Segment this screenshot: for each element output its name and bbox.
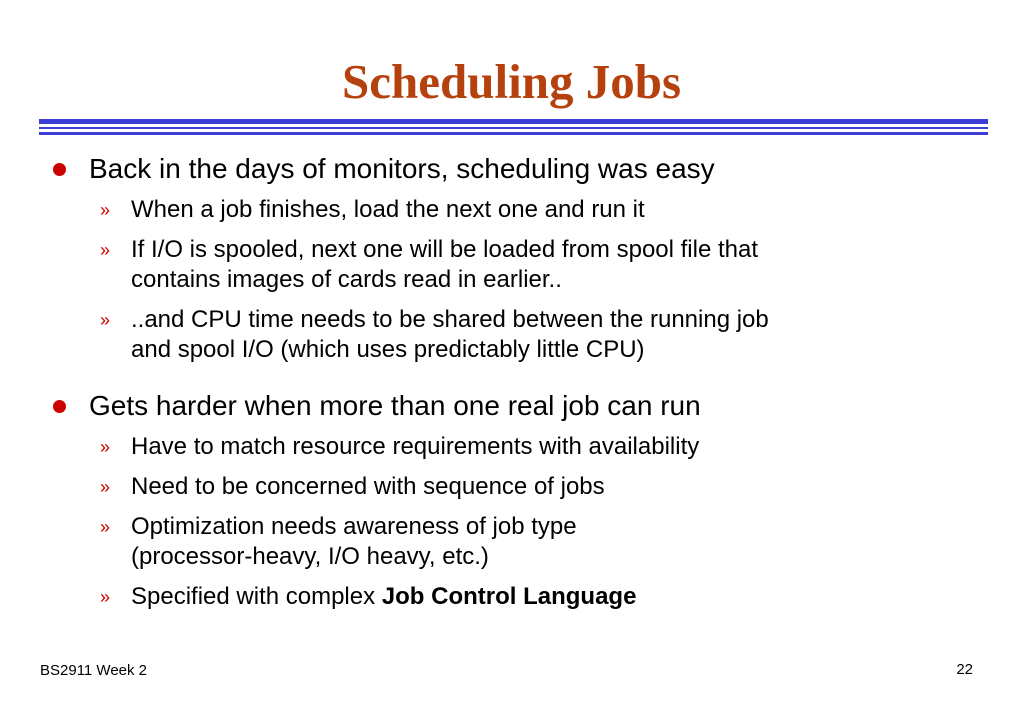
page-number: 22 [956, 661, 973, 678]
bullet-text: (processor-heavy, I/O heavy, etc.) [131, 543, 489, 570]
bullet-text: Have to match resource requirements with availability [131, 433, 700, 460]
bullet-dot-icon [53, 400, 66, 413]
chevron-bullet-icon: » [100, 240, 111, 260]
title-rule-thin [39, 127, 988, 129]
bullet-text: Need to be concerned with sequence of jobs [131, 473, 605, 500]
bullet-text: and spool I/O (which uses predictably little CPU) [131, 336, 645, 363]
chevron-bullet-icon: » [100, 200, 111, 220]
bullet-dot-icon [53, 163, 66, 176]
bullet-text-bold: Job Control Language [381, 583, 637, 610]
chevron-bullet-icon: » [100, 437, 111, 457]
chevron-bullet-icon: » [100, 587, 111, 607]
bullet-text: ..and CPU time needs to be shared between the running job [131, 306, 769, 333]
chevron-bullet-icon: » [100, 517, 111, 537]
bullet-text: Optimization needs awareness of job type [131, 513, 577, 540]
slide-title: Scheduling Jobs [341, 54, 682, 109]
bullet-text: When a job finishes, load the next one and run it [131, 196, 645, 223]
footer-left-label: BS2911 Week 2 [40, 662, 148, 679]
bullet-text: contains images of cards read in earlier.. [131, 266, 562, 293]
chevron-bullet-icon: » [100, 310, 111, 330]
bullet-text: If I/O is spooled, next one will be loaded from spool file that [131, 236, 759, 263]
bullet-text-prefix: Specified with complex [131, 583, 382, 610]
title-rule-medium [39, 132, 988, 135]
bullet-text: Gets harder when more than one real job can run [89, 390, 701, 421]
chevron-bullet-icon: » [100, 477, 111, 497]
bullet-text [131, 582, 636, 612]
bullet-text: Back in the days of monitors, scheduling was easy [89, 153, 715, 184]
title-rule-thick [39, 119, 988, 124]
